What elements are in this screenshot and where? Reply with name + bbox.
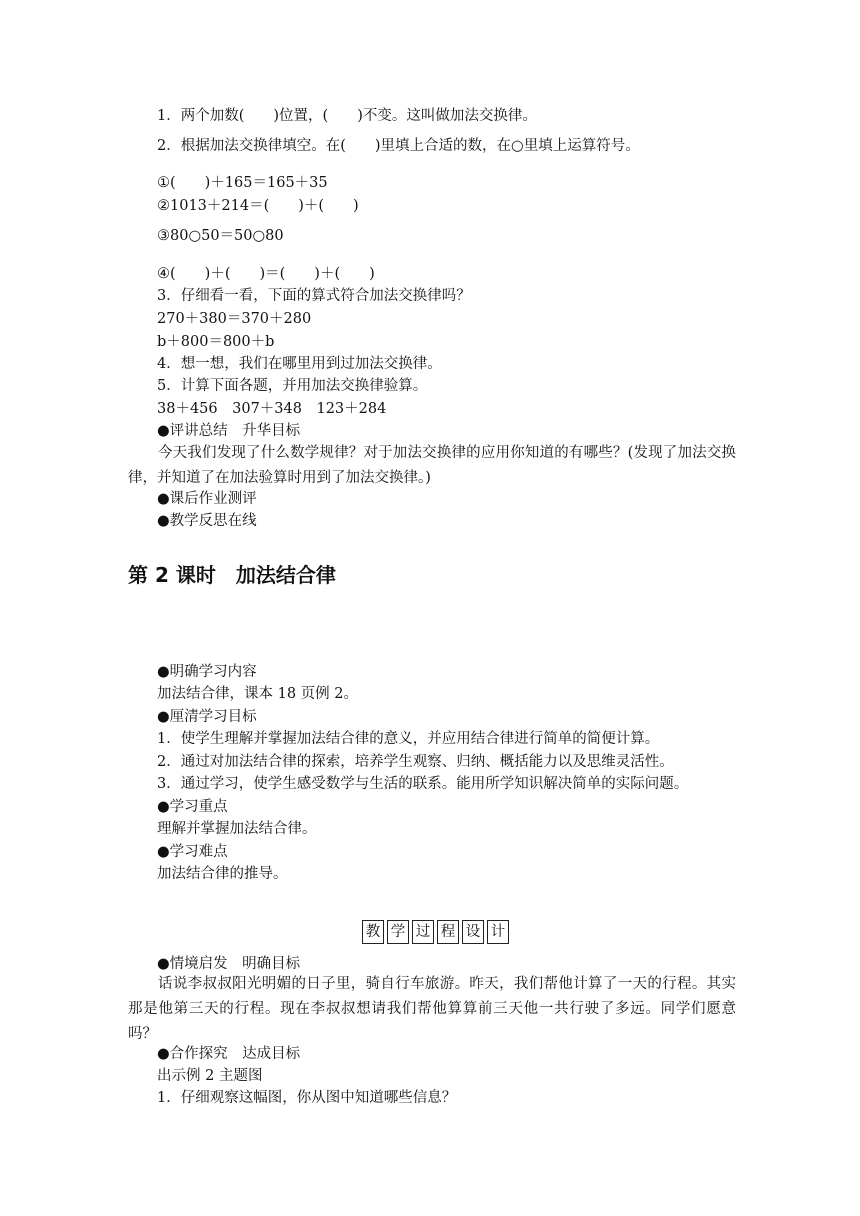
question-1: 1．两个加数( )位置，( )不变。这叫做加法交换律。 [157, 108, 537, 124]
goals-title: ●厘清学习目标 [157, 709, 257, 725]
equation-1: 270＋380＝370＋280 [157, 311, 312, 327]
explore-question-1: 1．仔细观察这幅图，你从图中知道哪些信息？ [157, 1090, 457, 1106]
fill-item-4: ④( )＋( )＝( )＋( ) [157, 266, 375, 282]
goal-3: 3．通过学习，使学生感受数学与生活的联系。能用所学知识解决简单的实际问题。 [157, 776, 689, 792]
banner-char: 程 [437, 920, 459, 944]
banner-char: 设 [462, 920, 484, 944]
scene-title: ●情境启发 明确目标 [157, 956, 301, 972]
goal-1: 1．使学生理解并掌握加法结合律的意义，并应用结合律进行简单的简便计算。 [157, 731, 660, 747]
calc-problems: 38＋456 307＋348 123＋284 [157, 401, 387, 417]
summary-text: 今天我们发现了什么数学规律？对于加法交换律的应用你知道的有哪些？(发现了加法交换律，并知道了在加法验算时用到了加法交换律。) [128, 445, 736, 486]
explore-title: ●合作探究 达成目标 [157, 1046, 301, 1062]
goal-2: 2．通过对加法结合律的探索，培养学生观察、归纳、概括能力以及思维灵活性。 [157, 754, 674, 770]
banner-char: 学 [387, 920, 409, 944]
banner-char: 过 [412, 920, 434, 944]
key-title: ●学习重点 [157, 799, 228, 815]
fill-item-3: ③80○50＝50○80 [157, 228, 284, 244]
homework-title: ●课后作业测评 [157, 491, 257, 507]
summary-title: ●评讲总结 升华目标 [157, 423, 301, 439]
fill-item-1: ①( )＋165＝165＋35 [157, 175, 328, 191]
reflection-title: ●教学反思在线 [157, 513, 257, 529]
difficult-title: ●学习难点 [157, 844, 228, 860]
question-5: 5．计算下面各题，并用加法交换律验算。 [157, 378, 428, 394]
question-4: 4．想一想，我们在哪里用到过加法交换律。 [157, 356, 442, 372]
banner-char: 计 [487, 920, 509, 944]
content-text: 加法结合律，课本 18 页例 2。 [157, 686, 359, 702]
question-3: 3．仔细看一看，下面的算式符合加法交换律吗？ [157, 288, 471, 304]
question-2: 2．根据加法交换律填空。在( )里填上合适的数，在○里填上运算符号。 [157, 138, 640, 154]
key-text: 理解并掌握加法结合律。 [157, 821, 317, 837]
explore-text: 出示例 2 主题图 [157, 1068, 263, 1084]
equation-2: b＋800＝800＋b [157, 334, 275, 350]
scene-text: 话说李叔叔阳光明媚的日子里，骑自行车旅游。昨天，我们帮他计算了一天的行程。其实那是他第三天的行程。现在李叔叔想请我们帮他算算前三天他一共行驶了多远。同学们愿意吗？ [128, 976, 736, 1042]
process-design-banner [362, 920, 509, 944]
content-title: ●明确学习内容 [157, 664, 257, 680]
difficult-text: 加法结合律的推导。 [157, 866, 288, 882]
fill-item-2: ②1013＋214＝( )＋( ) [157, 198, 359, 214]
lesson-heading: 第 2 课时 加法结合律 [128, 563, 336, 587]
banner-char: 教 [362, 920, 384, 944]
